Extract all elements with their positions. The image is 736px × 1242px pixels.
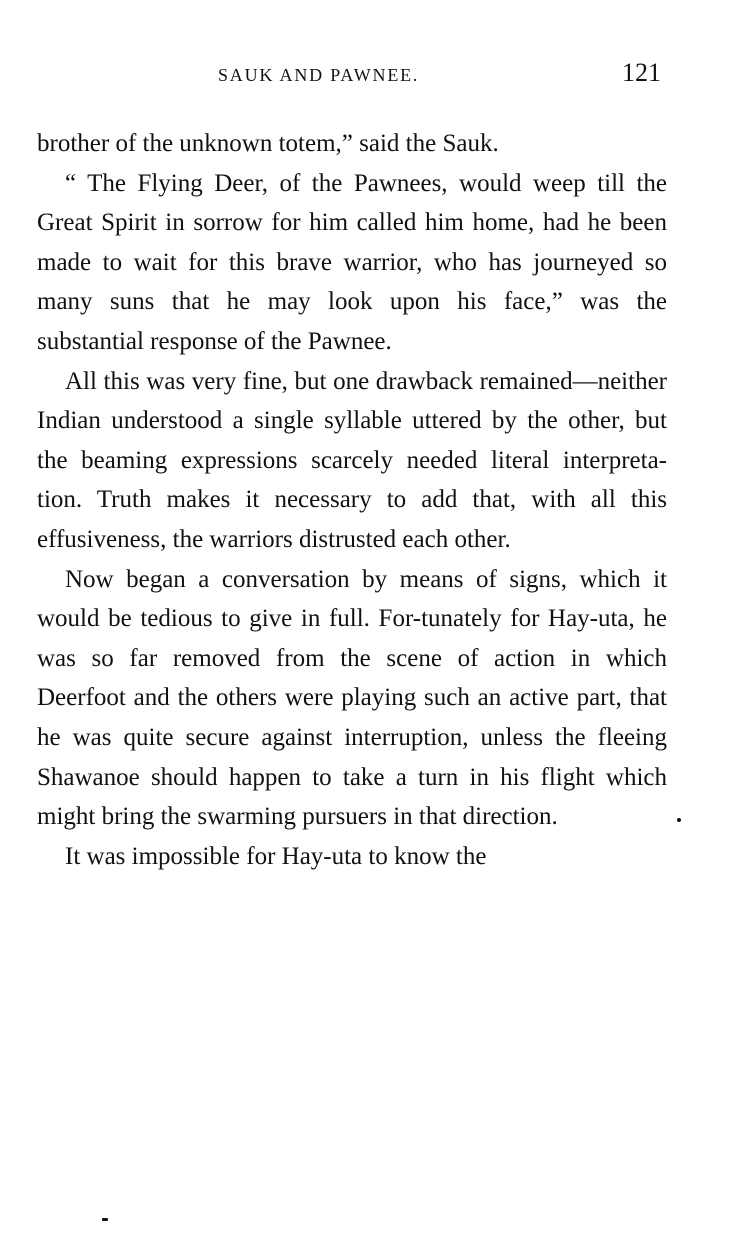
scan-speck (102, 1218, 108, 1221)
paragraph-3: All this was very fine, but one drawback remained—neither Indian understood a single syllable uttered by the other, but the beaming expressions scarcely needed literal interpreta-tion. Truth makes it necessary to add that, with all this effusiveness, the warriors distrusted each other. (37, 367, 667, 553)
body-text (37, 124, 667, 876)
paragraph-4: Now began a conversation by means of signs, which it would be tedious to give in full. For-tunately for Hay-uta, he was so far removed from the scene of action in which Deerfoot and the others were playing such an active part, that he was quite secure against interruption, unless the fleeing Shawanoe should happen to take a turn in his flight which might bring the swarming pursuers in that direction. (37, 565, 667, 831)
paragraph-2: “ The Flying Deer, of the Pawnees, would weep till the Great Spirit in sorrow for him called him home, had he been made to wait for this brave warrior, who has journeyed so many suns that he may look upon his face,” was the substantial response of the Pawnee. (37, 169, 667, 355)
paragraph-5: It was impossible for Hay-uta to know the (65, 842, 487, 870)
paragraph-1: brother of the unknown totem,” said the Sauk. (37, 130, 499, 157)
running-title: SAUK AND PAWNEE. (218, 65, 420, 85)
margin-mark (677, 818, 681, 822)
running-header (0, 58, 736, 94)
page-number: 121 (622, 58, 661, 87)
